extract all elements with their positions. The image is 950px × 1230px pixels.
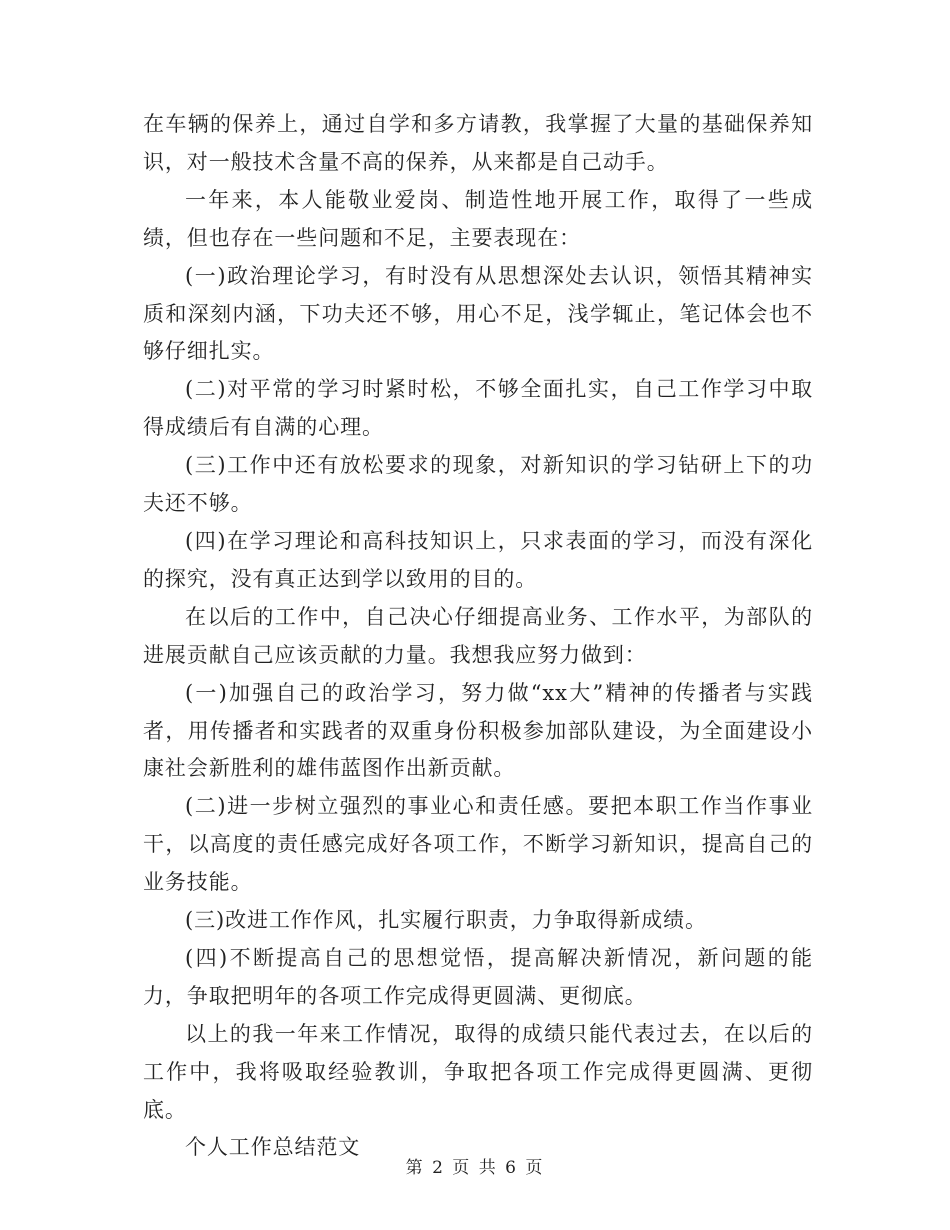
paragraph: (一)政治理论学习，有时没有从思想深处去认识，领悟其精神实质和深刻内涵，下功夫还不够，用心不足，浅学辄止，笔记体会也不够仔细扎实。 <box>143 263 813 364</box>
section-heading: 个人工作总结范文 <box>185 1135 361 1160</box>
paragraph: (三)工作中还有放松要求的现象，对新知识的学习钻研上下的功夫还不够。 <box>143 453 813 516</box>
paragraph: (三)改进工作作风，扎实履行职责，力争取得新成绩。 <box>185 908 707 933</box>
paragraph: (二)进一步树立强烈的事业心和责任感。要把本职工作当作事业干，以高度的责任感完成好各项工作，不断学习新知识，提高自己的业务技能。 <box>143 794 813 895</box>
paragraph: (四)不断提高自己的思想觉悟，提高解决新情况，新问题的能力，争取把明年的各项工作完成得更圆满、更彻底。 <box>143 945 813 1008</box>
paragraph: (一)加强自己的政治学习，努力做“xx大”精神的传播者与实践者，用传播者和实践者的双重身份积极参加部队建设，为全面建设小康社会新胜利的雄伟蓝图作出新贡献。 <box>143 680 813 781</box>
paragraph: 一年来，本人能敬业爱岗、制造性地开展工作，取得了一些成绩，但也存在一些问题和不足，主要表现在： <box>143 187 813 250</box>
paragraph: 以上的我一年来工作情况，取得的成绩只能代表过去，在以后的工作中，我将吸取经验教训，争取把各项工作完成得更圆满、更彻底。 <box>143 1021 813 1122</box>
document-body <box>143 106 813 1167</box>
paragraph: 在车辆的保养上，通过自学和多方请教，我掌握了大量的基础保养知识，对一般技术含量不高的保养，从来都是自己动手。 <box>143 112 813 174</box>
paragraph: (四)在学习理论和高科技知识上，只求表面的学习，而没有深化的探究，没有真正达到学以致用的目的。 <box>143 528 813 591</box>
paragraph: (二)对平常的学习时紧时松，不够全面扎实，自己工作学习中取得成绩后有自满的心理。 <box>143 377 813 440</box>
page-number-label: 第 2 页 共 6 页 <box>405 1158 545 1178</box>
page-footer <box>0 1153 950 1178</box>
paragraph: 在以后的工作中，自己决心仔细提高业务、工作水平，为部队的进展贡献自己应该贡献的力量。我想我应努力做到： <box>143 604 813 667</box>
